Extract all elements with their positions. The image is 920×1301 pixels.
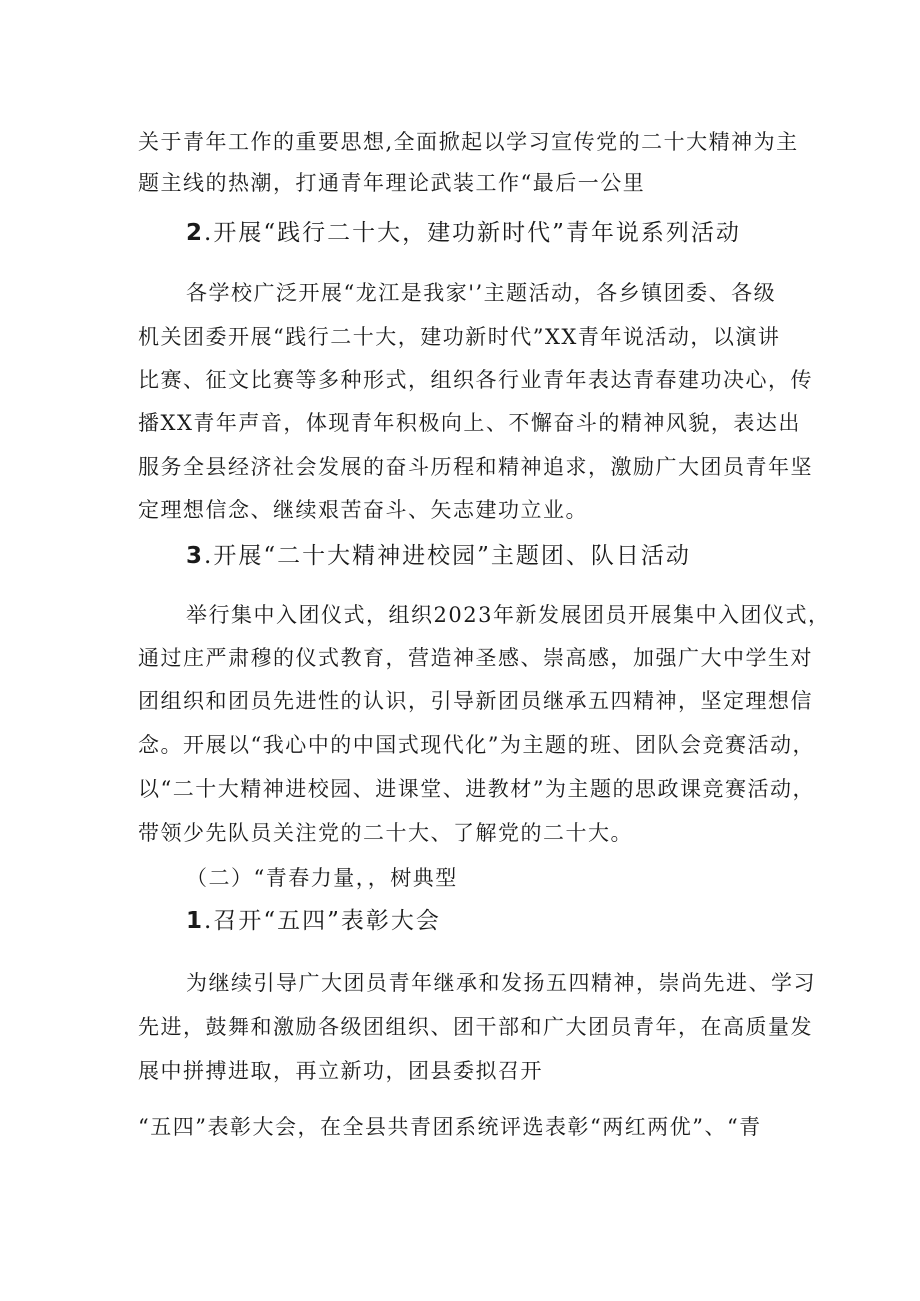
body-text-line: 为继续引导广大团员青年继承和发扬五四精神，崇尚先进、学习 <box>186 971 816 995</box>
body-text-line: 先进，鼓舞和激励各级团组织、团干部和广大团员青年，在高质量发 <box>138 1015 813 1039</box>
body-text-line: 服务全县经济社会发展的奋斗历程和精神追求，激励广大团员青年坚 <box>138 455 813 479</box>
body-text-line: 题主线的热潮，打通青年理论武装工作“最后一公里 <box>138 171 646 195</box>
subsection-title: （二）“青春力量，，树典型 <box>186 866 458 890</box>
heading-number: 1 <box>186 908 205 934</box>
body-text-line: 通过庄严肃穆的仪式教育，营造神圣感、崇高感，加强广大中学生对 <box>138 646 813 670</box>
heading-number: 2 <box>186 220 205 246</box>
body-text-line: 播XX青年声音，体现青年积极向上、不懈奋斗的精神风貌，表达出 <box>138 411 801 435</box>
body-text-line: 各学校广泛开展“龙江是我家'’主题活动，各乡镇团委、各级 <box>186 281 777 305</box>
heading-text: .开展“二十大精神进校园”主题团、队日活动 <box>204 543 691 569</box>
heading-text: .召开“五四”表彰大会 <box>204 908 441 934</box>
section-heading <box>186 541 691 571</box>
section-heading <box>186 906 441 936</box>
body-text-line: 念。开展以“我心中的中国式现代化”为主题的班、团队会竞赛活动， <box>138 733 815 757</box>
body-text-line: 比赛、征文比赛等多种形式，组织各行业青年表达青春建功决心，传 <box>138 368 813 392</box>
heading-number: 3 <box>186 543 205 569</box>
heading-text: .开展“践行二十大，建功新时代”青年说系列活动 <box>204 220 741 246</box>
body-text-line: 举行集中入团仪式，组织2023年新发展团员开展集中入团仪式， <box>186 603 831 627</box>
body-text-line: “五四”表彰大会，在全县共青团系统评选表彰“两红两优”、“青 <box>138 1115 762 1139</box>
body-text-line: 团组织和团员先进性的认识，引导新团员继承五四精神，坚定理想信 <box>138 689 813 713</box>
body-text-line: 定理想信念、继续艰苦奋斗、矢志建功立业。 <box>138 498 588 522</box>
body-text-line: 关于青年工作的重要思想,全面掀起以学习宣传党的二十大精神为主 <box>138 130 799 154</box>
body-text-line: 带领少先队员关注党的二十大、了解党的二十大。 <box>138 821 633 845</box>
body-text-line: 以“二十大精神进校园、进课堂、进教材”为主题的思政课竞赛活动， <box>138 777 815 801</box>
body-text-line: 机关团委开展“践行二十大，建功新时代”XX青年说活动，以演讲 <box>138 325 781 349</box>
body-text-line: 展中拼搏进取，再立新功，团县委拟召开 <box>138 1059 543 1083</box>
section-heading <box>186 218 741 248</box>
